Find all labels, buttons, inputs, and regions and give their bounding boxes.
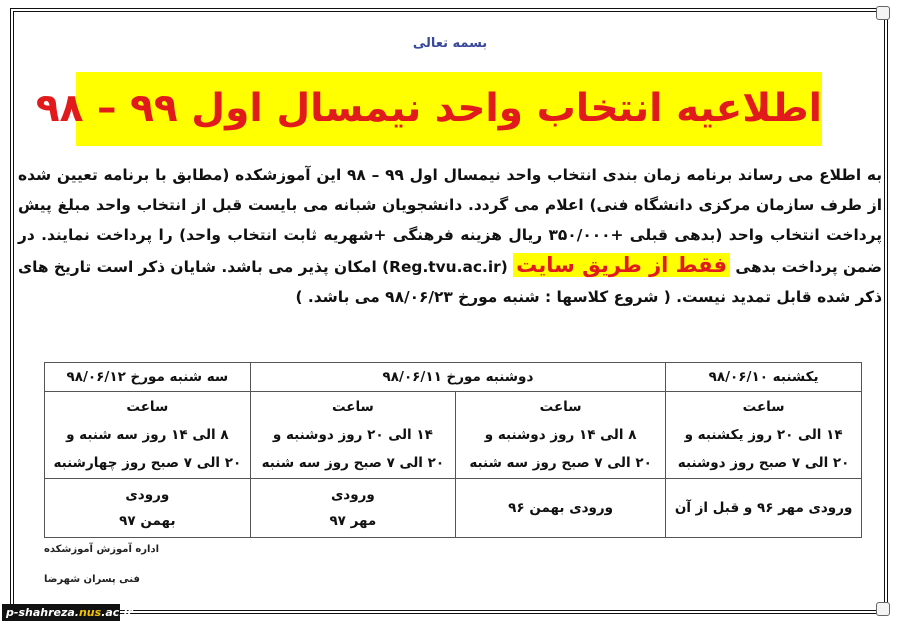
schedule-entry-row <box>45 479 862 538</box>
day-monday: دوشنبه مورخ ۹۸/۰۶/۱۱ <box>250 363 665 392</box>
time-label: ساعت <box>331 399 374 415</box>
entry-cohort <box>456 479 666 538</box>
entry-line: ورودی بهمن ۹۶ <box>508 500 614 516</box>
footer-office: اداره آموزش آموزشکده <box>44 544 160 555</box>
time-range: ۱۴ الی ۲۰ روز دوشنبه و <box>272 427 433 443</box>
watermark-prefix: p-shahreza. <box>6 606 79 619</box>
time-label: ساعت <box>539 399 582 415</box>
time-range: ۲۰ الی ۷ صبح روز دوشنبه <box>677 455 850 471</box>
time-range: ۲۰ الی ۷ صبح روز سه شنبه <box>261 455 445 471</box>
schedule-table <box>44 362 862 538</box>
time-slot <box>250 392 455 479</box>
time-slot <box>456 392 666 479</box>
blessing-heading: بسمه تعالی <box>412 36 488 51</box>
entry-cohort <box>45 479 251 538</box>
time-range: ۱۴ الی ۲۰ روز یکشنبه و <box>684 427 843 443</box>
site-watermark <box>2 604 133 621</box>
notice-body <box>18 160 882 312</box>
scroll-corner-bottom-icon <box>876 602 890 616</box>
time-range: ۸ الی ۱۴ روز سه شنبه و <box>66 427 229 443</box>
schedule-days-row <box>45 363 862 392</box>
entry-line: مهر ۹۷ <box>329 513 377 529</box>
registration-site: (Reg.tvu.ac.ir) <box>382 258 508 276</box>
day-tuesday: سه شنبه مورخ ۹۸/۰۶/۱۲ <box>45 363 251 392</box>
day-sunday: یکشنبه ۹۸/۰۶/۱۰ <box>666 363 862 392</box>
site-only-highlight: فقط از طریق سایت <box>513 253 730 277</box>
entry-cohort <box>250 479 455 538</box>
notice-title: اطلاعیه انتخاب واحد نیمسال اول ۹۹ – ۹۸ <box>76 72 822 146</box>
time-label: ساعت <box>126 399 169 415</box>
time-slot <box>666 392 862 479</box>
body-part-1: به اطلاع می رساند برنامه زمان بندی انتخاب واحد نیمسال اول ۹۹ – ۹۸ این آموزشکده (مطابق با برنامه تعیین شده از طرف سازمان مرکزی دانشگاه فنی) اعلام می گردد. دانشجویان شبانه می بایست قبل از انتخاب واحد مبلغ پیش پرداخت انتخاب واحد (بدهی قبلی +۳۵۰/۰۰۰ ریال هزینه فرهنگی +شهریه ثابت انتخاب واحد) را پرداخت نمایند. در ضمن پرداخت بدهی <box>18 166 883 276</box>
time-range: ۲۰ الی ۷ صبح روز چهارشنبه <box>53 455 242 471</box>
schedule-times-row <box>45 392 862 479</box>
scroll-corner-top-icon <box>876 6 890 20</box>
watermark-suffix: .ac.ir <box>101 606 133 619</box>
time-range: ۸ الی ۱۴ روز دوشنبه و <box>484 427 637 443</box>
time-label: ساعت <box>742 399 785 415</box>
entry-line: ورودی <box>330 487 375 503</box>
entry-cohort <box>666 479 862 538</box>
entry-line: بهمن ۹۷ <box>119 513 176 529</box>
entry-line: ورودی <box>125 487 170 503</box>
body-part-2: امکان پذیر می باشد. شایان ذکر است تاریخ های ذکر شده قابل تمدید نیست. ( شروع کلاسها : شنبه مورخ ۹۸/۰۶/۲۳ می باشد. ) <box>18 258 882 306</box>
entry-line: ورودی مهر ۹۶ و قبل از آن <box>674 500 853 516</box>
footer-school: فنی پسران شهرضا <box>44 574 140 585</box>
watermark-accent: nus <box>78 606 102 619</box>
time-slot <box>45 392 251 479</box>
time-range: ۲۰ الی ۷ صبح روز سه شنبه <box>469 455 652 471</box>
